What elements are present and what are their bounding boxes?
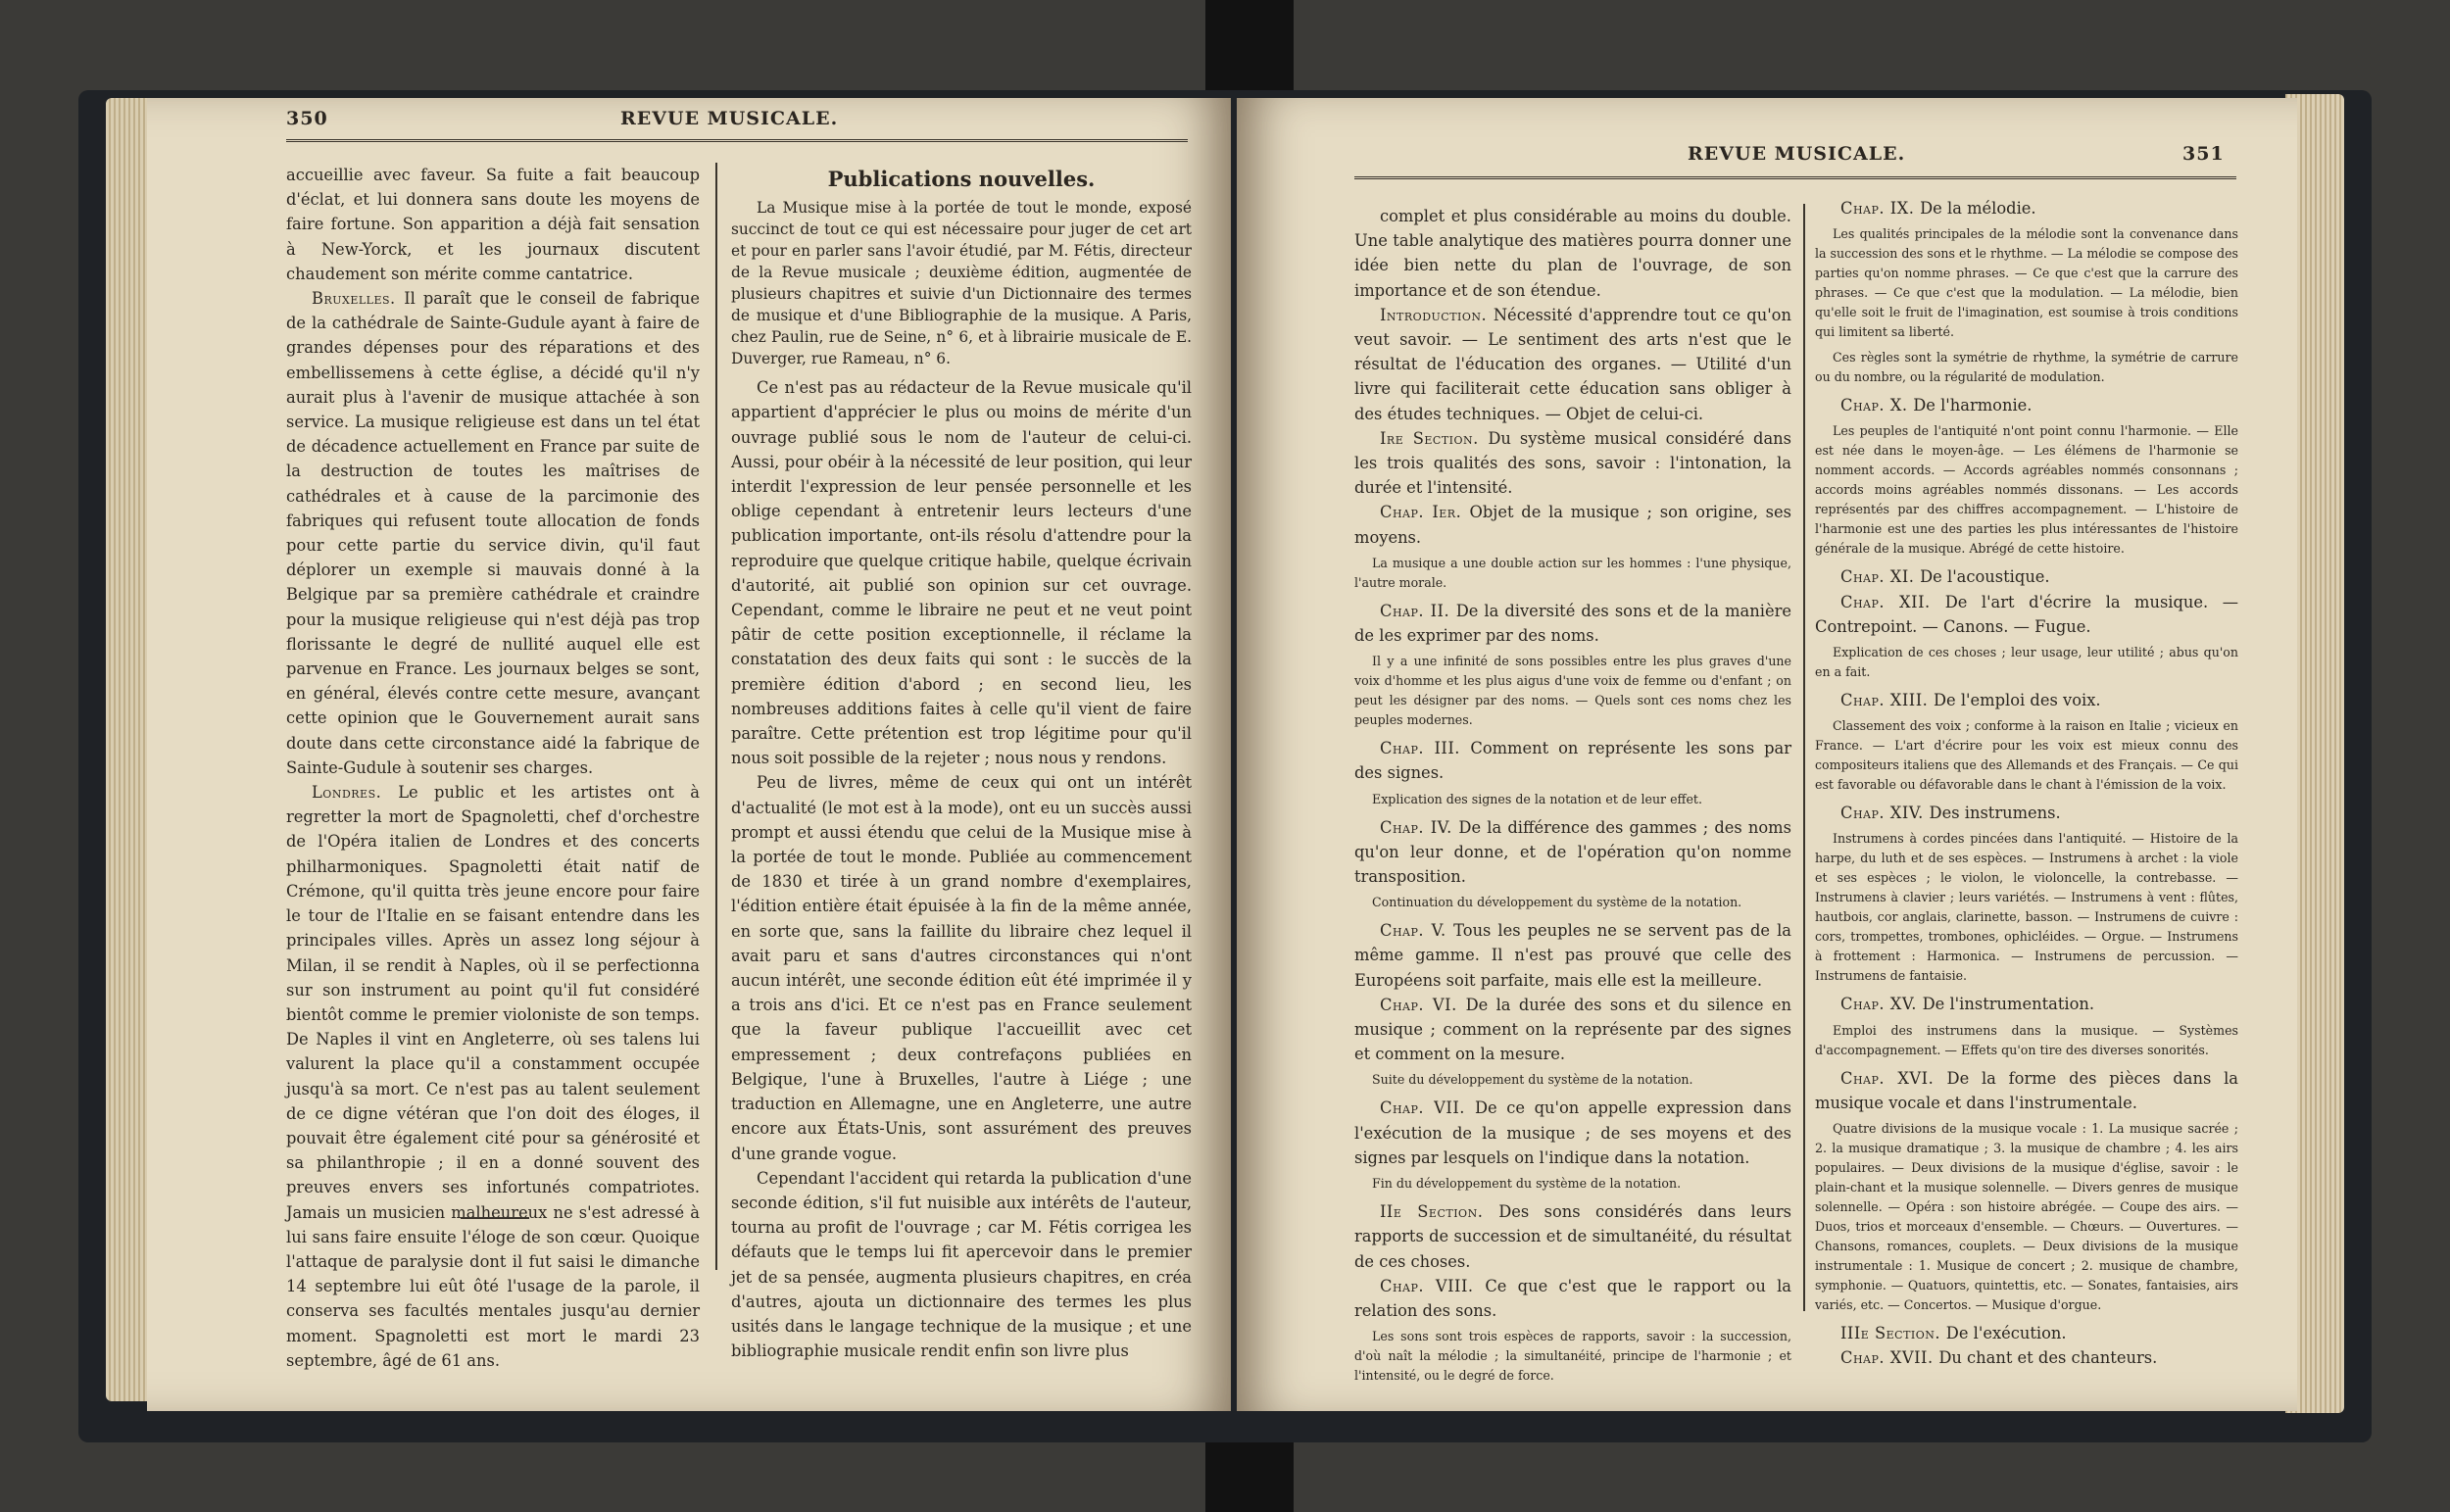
paragraph-text: Le public et les artistes ont à regretter la mort de Spagnoletti, chef d'orchestre de l'Opéra italien de Londres et des concerts philharmoniques. Spagnoletti était natif de Crémone, qu'il quitta très jeune encore pour faire le tour de l'Italie en se faisant entendre dans les principales villes. Après un assez long séjour à Milan, il se rendit à Naples, où il se perfectionna sur son instrument au point qu'il fut considéré bientôt comme le premier violoniste de son temps. De Naples il vint en Angleterre, où ses talens lui valurent la place qu'il a constamment occupée jusqu'à sa mort. Ce n'est pas au talent seulement de ce digne vétéran que l'on doit des éloges, il pouvait être également cité pour sa générosité et sa philanthropie ; il en a donné souvent des preuves envers ses infortunés compatriotes. Jamais un musicien malheureux ne s'est adressé à lui sans faire ensuite l'éloge de son cœur. Quoique l'attaque de paralysie dont il fut saisi le dimanche 14 septembre lui eût ôté l'usage de la parole, il conserva ses facultés mentales jusqu'au dernier moment. Spagnoletti est mort le mardi 23 septembre, âgé de 61 ans. — [286, 783, 700, 1370]
paragraph — [1354, 993, 1791, 1067]
paragraph-text: Il y a une infinité de sons possibles entre les plus graves d'une voix d'homme et les plus aigus d'une voix de femme ou d'enfant ; on peut les désigner par des noms. — Quels sont ces noms chez les peuples modernes. — [1354, 654, 1791, 728]
paragraph — [1815, 564, 2238, 589]
paragraph-lead: Chap. V. — [1380, 921, 1454, 941]
paragraph — [1354, 1327, 1791, 1386]
paragraph — [286, 780, 700, 1373]
paragraph-lead: Londres. — [312, 783, 399, 803]
paragraph — [1815, 1321, 2238, 1345]
paragraph-text: De la différence des gammes ; des noms qu'on leur donne, et de l'opération qu'on nomme transposition. — [1354, 817, 1791, 887]
paragraph — [731, 770, 1192, 1165]
paragraph-lead: Chap. VI. — [1380, 995, 1466, 1014]
paragraph-text: Explication des signes de la notation et de leur effet. — [1372, 791, 1702, 806]
paragraph-text: Ces règles sont la symétrie de rhythme, la symétrie de carrure ou du nombre, ou la régularité de modulation. — [1815, 350, 2238, 385]
paragraph-text: Instrumens à cordes pincées dans l'antiquité. — Histoire de la harpe, du luth et de ses espèces. — Instrumens à archet : la viole et ses espèces ; le violon, le violoncelle, la contrebasse. — Instrumens à clavier ; leurs variétés. — Instrumens à vent : flûtes, hautbois, cor anglais, clarinette, basson. — Instrumens de cuivre : cors, trompettes, trombones, ophicléides. — Orgue. — Instrumens à frottement : Harmonica. — Instrumens de percussion. — Instrumens de fantaisie. — [1815, 831, 2238, 984]
paragraph-lead: Chap. II. — [1380, 601, 1456, 620]
paragraph-text: Suite du développement du système de la notation. — [1372, 1072, 1693, 1088]
paragraph-text: Des sons considérés dans leurs rapports de succession et de simultanéité, du résultat de ces choses. — [1354, 1202, 1791, 1271]
publication-intro: La Musique mise à la portée de tout le monde, exposé succinct de tout ce qui est nécessaire pour juger de cet art et pour en parler sans l'avoir étudié, par M. Fétis, directeur de la Revue musicale ; deuxième édition, augmentée de plusieurs chapitres et suivie d'un Dictionnaire des termes de musique et d'une Bibliographie de la musique. A Paris, chez Paulin, rue de Seine, n° 6, et à librairie musicale de E. Duverger, rue Rameau, n° 6. — [731, 199, 1192, 368]
paragraph — [1815, 421, 2238, 559]
paragraph-lead: Bruxelles. — [312, 289, 405, 309]
paragraph-text: Du système musical considéré dans les trois qualités des sons, savoir : l'intonation, la durée et l'intensité. — [1354, 428, 1791, 498]
paragraph-lead: Chap. XII. — [1840, 592, 1945, 611]
paragraph-text: De l'acoustique. — [1920, 567, 2050, 587]
paragraph-text: Peu de livres, même de ceux qui ont un intérêt d'actualité (le mot est à la mode), ont eu un succès aussi prompt et aussi étendu que celui de la Musique mise à la portée de tout le monde. Publiée au commencement de 1830 et tirée à un grand nombre d'exemplaires, l'édition entière était épuisée à la fin de la même année, en sorte que, sans la faillite du libraire chez lequel il avait paru et sans d'autres circonstances qui n'ont aucun intérêt, une seconde édition eût été imprimée il y a trois ans d'ici. Et ce n'est pas en France seulement que la faveur publique l'accueillit avec cet empressement ; deux contrefaçons publiées en Belgique, l'une à Bruxelles, l'autre à Liége ; une traduction en Allemagne, une en Angleterre, une autre encore aux États-Unis, sont assurément des preuves d'une grande vogue. — [731, 773, 1192, 1163]
paragraph — [1354, 736, 1791, 785]
paragraph — [1354, 426, 1791, 501]
header-rule — [286, 139, 1188, 142]
paragraph-text: Des instrumens. — [1929, 804, 2061, 823]
paragraph-lead: Chap. XIII. — [1840, 691, 1934, 710]
paragraph-text: De l'exécution. — [1945, 1324, 2067, 1343]
header-rule — [1354, 176, 2236, 179]
paragraph-lead: Chap. IX. — [1840, 199, 1921, 218]
paragraph — [1815, 393, 2238, 417]
paragraph-lead: IIe Section. — [1380, 1202, 1499, 1222]
article-end-rule — [461, 1217, 529, 1219]
paragraph-lead: Chap. XI. — [1840, 567, 1921, 587]
paragraph — [731, 375, 1192, 770]
paragraph — [1815, 992, 2238, 1016]
paragraph — [1815, 196, 2238, 220]
right-column-1 — [1354, 204, 1791, 1391]
paragraph — [1815, 1021, 2238, 1060]
running-head: REVUE MUSICALE. — [1688, 143, 1906, 165]
paragraph — [1815, 1066, 2238, 1115]
paragraph-lead: Chap. VII. — [1380, 1098, 1475, 1118]
paragraph — [1354, 893, 1791, 912]
paragraph-text: Ce que c'est que le rapport ou la relation des sons. — [1354, 1276, 1791, 1320]
paragraph — [1815, 688, 2238, 712]
left-column-2 — [731, 163, 1192, 1363]
paragraph — [1815, 590, 2238, 639]
left-page — [147, 98, 1231, 1411]
paragraph — [731, 1166, 1192, 1364]
paragraph — [1354, 1096, 1791, 1170]
paragraph-text: Du chant et des chanteurs. — [1938, 1348, 2158, 1368]
running-head: REVUE MUSICALE. — [620, 108, 839, 129]
paragraph — [1815, 1345, 2238, 1370]
paragraph-text: Nécessité d'apprendre tout ce qu'on veut savoir. — Le sentiment des arts n'est que le résultat de l'éducation des organes. — Utilité d'un livre qui faciliterait cette éducation sans obliger à des études techniques. — Objet de celui-ci. — [1354, 305, 1791, 423]
paragraph-text: De la mélodie. — [1920, 199, 2036, 218]
paragraph — [1354, 652, 1791, 730]
paragraph-lead: IIIe Section. — [1840, 1324, 1946, 1343]
paragraph-text: Il paraît que le conseil de fabrique de la cathédrale de Sainte-Gudule ayant à faire de grandes dépenses pour des réparations et des embellissemens à cette église, a décidé qu'il n'y aurait plus à l'avenir de musique attachée à son service. La musique religieuse est dans un tel état de décadence actuellement en France par suite de la destruction de toutes les maîtrises de cathédrales et à cause de la parcimonie des fabriques qui refusent toute allocation de fonds pour cette partie du service divin, qu'il faut déplorer un exemple si mauvais donné à la Belgique par sa première cathédrale et craindre pour la musique religieuse qui n'est déjà pas trop florissante le degré de nullité auquel elle est parvenue en France. Les journaux belges se sont, en général, élevés contre cette mesure, avançant cette opinion que le Gouvernement aurait sans doute dans cette circonstance aidé la fabrique de Sainte-Gudule à soutenir ses charges. — [286, 289, 700, 777]
paragraph — [1354, 1274, 1791, 1323]
paragraph — [286, 163, 700, 286]
paragraph — [1354, 303, 1791, 426]
paragraph — [1815, 643, 2238, 682]
paragraph-text: De la durée des sons et du silence en musique ; comment on la représente par des signes et comment on la mesure. — [1354, 995, 1791, 1064]
page-number: 350 — [286, 108, 328, 129]
paragraph-text: Explication de ces choses ; leur usage, leur utilité ; abus qu'on en a fait. — [1815, 645, 2238, 680]
paragraph-lead: Chap. X. — [1840, 396, 1914, 415]
paragraph-text: complet et plus considérable au moins du double. Une table analytique des matières pourra donner une idée bien nette du plan de l'ouvrage, de son importance et de son étendue. — [1354, 207, 1791, 300]
paragraph-text: Tous les peuples ne se servent pas de la même gamme. Il n'est pas prouvé que celle des Européens soit parfaite, mais elle est la meilleure. — [1354, 921, 1791, 990]
paragraph — [1354, 1174, 1791, 1194]
paragraph — [1354, 790, 1791, 809]
paragraph-text: Ce n'est pas au rédacteur de la Revue musicale qu'il appartient d'apprécier le plus ou moins de mérite d'un ouvrage publié sous le nom de l'auteur de celui-ci. Aussi, pour obéir à la nécessité de leur position, qui leur interdit l'expression de leur pensée personnelle et les oblige cependant à entretenir leurs lecteurs d'une publication importante, ont-ils résolu d'attendre pour la reproduire que quelque critique habile, quelque écrivain d'autorité, ait publié son opinion sur cet ouvrage. Cependant, comme le libraire ne peut et ne veut point pâtir de cette position exceptionnelle, il réclame la constatation des deux faits qui sont : le succès de la première édition d'abord ; en second lieu, les nombreuses additions faites à celle qu'il vient de faire paraître. Cette prétention est trop légitime pour qu'il nous soit possible de la rejeter ; nous nous y rendons. — [731, 378, 1192, 768]
page-number: 351 — [2182, 143, 2225, 165]
right-column-2 — [1815, 196, 2238, 1370]
paragraph — [1815, 716, 2238, 795]
paragraph — [1815, 801, 2238, 825]
paragraph — [1815, 348, 2238, 387]
paragraph-text: De la diversité des sons et de la manière de les exprimer par des noms. — [1354, 601, 1791, 646]
paragraph — [1815, 829, 2238, 986]
paragraph-text: De l'harmonie. — [1913, 396, 2033, 415]
paragraph-text: Fin du développement du système de la notation. — [1372, 1176, 1682, 1192]
paragraph-text: Comment on représente les sons par des signes. — [1354, 739, 1791, 783]
paragraph-lead: Chap. XVII. — [1840, 1348, 1939, 1368]
paragraph-text: De l'art d'écrire la musique. — Contrepoint. — Canons. — Fugue. — [1815, 592, 2238, 636]
right-page — [1237, 98, 2297, 1411]
paragraph — [1354, 1199, 1791, 1274]
paragraph-text: Les qualités principales de la mélodie sont la convenance dans la succession des sons et le rhythme. — La mélodie se compose des parties qu'on nomme phrases. — Ce que c'est que la carrure des phrases. — Ce que c'est que la modulation. — La mélodie, bien qu'elle soit le fruit de l'imagination, est soumise à trois conditions qui limitent sa liberté. — [1815, 226, 2238, 340]
section-heading: Publications nouvelles. — [827, 167, 1096, 191]
column-divider — [715, 163, 717, 1270]
paragraph-text: Emploi des instrumens dans la musique. — Systèmes d'accompagnement. — Effets qu'on tire des diverses sonorités. — [1815, 1022, 2238, 1057]
paragraph — [1815, 1119, 2238, 1315]
paragraph-lead: Chap. IV. — [1380, 817, 1459, 837]
paragraph-lead: Chap. XV. — [1840, 995, 1923, 1014]
paragraph-text: Quatre divisions de la musique vocale : 1. La musique sacrée ; 2. la musique dramatique ; 3. la musique de chambre ; 4. les airs populaires. — Deux divisions de la musique d'église, savoir : le plain-chant et la musique solennelle. — Divers genres de musique solennelle. — Opéra : son histoire abrégée. — Coupe des airs. — Duos, trios et morceaux d'ensemble. — Chœurs. — Ouvertures. — Chansons, romances, couplets. — Deux divisions de la musique instrumentale : 1. Musique de concert ; 2. musique de chambre, symphonie. — Quatuors, quintettis, etc. — Sonates, fantaisies, airs variés, etc. — Concertos. — Musique d'orgue. — [1815, 1121, 2238, 1313]
column-divider — [1803, 204, 1805, 1311]
paragraph — [1354, 204, 1791, 303]
paragraph-text: Classement des voix ; conforme à la raison en Italie ; vicieux en France. — L'art d'écrire pour les voix est mieux connu des compositeurs italiens que des Allemands et des Français. — Ce qui est favorable ou défavorable dans le chant à l'émission de la voix. — [1815, 718, 2238, 793]
paragraph-lead: Chap. III. — [1380, 739, 1471, 758]
paragraph — [1354, 599, 1791, 648]
paragraph — [1354, 1070, 1791, 1090]
left-column-1 — [286, 163, 700, 1373]
paragraph — [286, 286, 700, 780]
paragraph-text: Continuation du développement du système de la notation. — [1372, 895, 1742, 910]
paragraph-text: Les sons sont trois espèces de rapports, savoir : la succession, d'où naît la mélodie ; la simultanéité, principe de l'harmonie ; et l'intensité, ou le degré de force. — [1354, 1329, 1791, 1384]
paragraph-lead: Chap. VIII. — [1380, 1276, 1486, 1295]
paragraph — [1354, 815, 1791, 890]
paragraph — [1354, 918, 1791, 993]
paragraph-text: De l'emploi des voix. — [1933, 691, 2101, 710]
paragraph-lead: Chap. XIV. — [1840, 804, 1930, 823]
paragraph-text: Cependant l'accident qui retarda la publication d'une seconde édition, s'il fut nuisible aux intérêts de l'auteur, tourna au profit de l'ouvrage ; car M. Fétis corrigea les défauts que le temps lui fit apercevoir dans le premier jet de sa pensée, augmenta plusieurs chapitres, en créa d'autres, ajouta un dictionnaire des termes les plus usités dans le langage technique de la musique ; et une bibliographie musicale rendit enfin son livre plus — [731, 1168, 1192, 1361]
paragraph-lead: Introduction. — [1380, 305, 1494, 324]
paragraph-lead: Chap. XVI. — [1840, 1068, 1947, 1088]
paragraph — [1815, 224, 2238, 342]
paragraph-lead: Ire Section. — [1380, 428, 1489, 448]
paragraph — [1354, 500, 1791, 549]
paragraph-text: La musique a une double action sur les hommes : l'une physique, l'autre morale. — [1354, 555, 1791, 590]
paragraph-text: Les peuples de l'antiquité n'ont point connu l'harmonie. — Elle est née dans le moyen-âge. — Les élémens de l'harmonie se nomment accords. — Accords agréables nommés consonnans ; accords moins agréables nommés dissonans. — Les accords représentés par des chiffres accompagnement. — L'histoire de l'harmonie est une des parties les plus intéressantes de l'histoire générale de la musique. Abrégé de cette histoire. — [1815, 423, 2238, 557]
paragraph-text: Objet de la musique ; son origine, ses moyens. — [1354, 503, 1792, 547]
paragraph — [1354, 554, 1791, 593]
paragraph-text: De l'instrumentation. — [1922, 995, 2095, 1014]
paragraph-text: De ce qu'on appelle expression dans l'exécution de la musique ; de ses moyens et des signes par lesquels on l'indique dans la notation. — [1354, 1098, 1792, 1167]
paragraph-text: accueillie avec faveur. Sa fuite a fait beaucoup d'éclat, et lui donnera sans doute les moyens de faire fortune. Son apparition a déjà fait sensation à New-Yorck, et les journaux discutent chaudement son mérite comme cantatrice. — [286, 166, 700, 283]
paragraph-lead: Chap. Ier. — [1380, 503, 1470, 522]
paragraph-text: De la forme des pièces dans la musique vocale et dans l'instrumentale. — [1815, 1068, 2238, 1112]
